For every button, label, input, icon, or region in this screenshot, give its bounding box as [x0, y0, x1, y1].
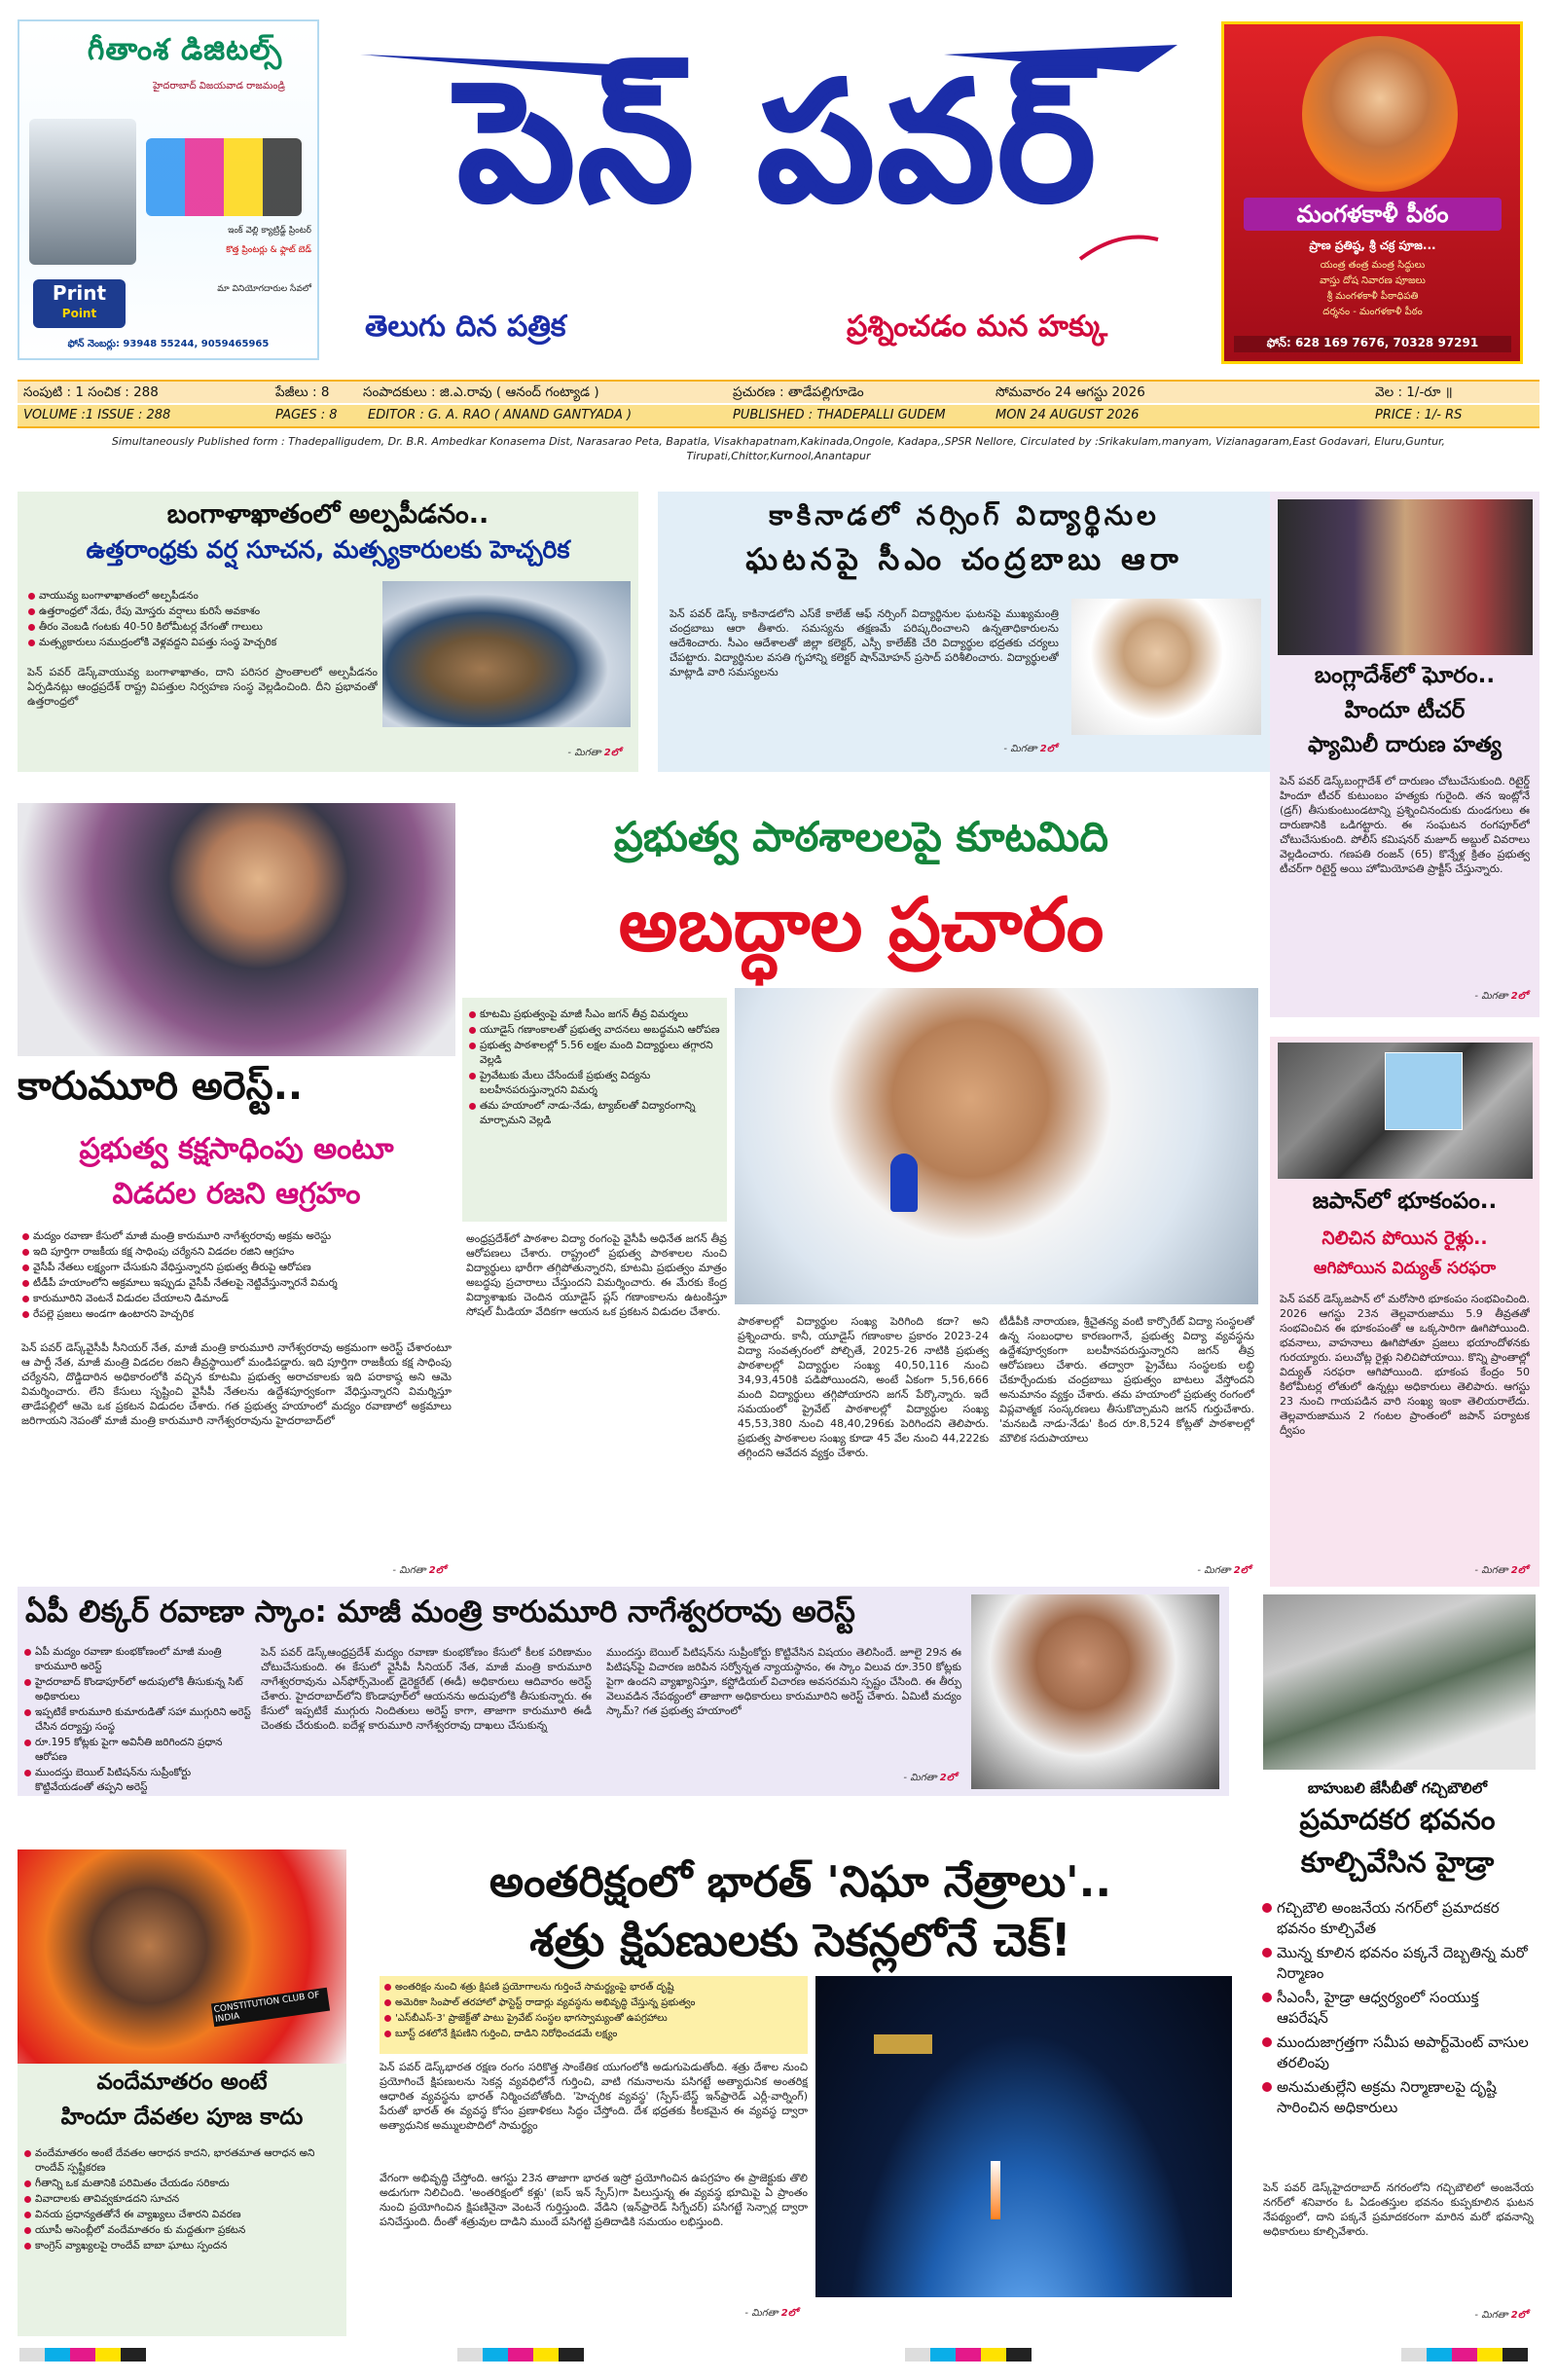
bullet: ఇప్పటికే కారుమూరి కుమారుడితో సహా ముగ్గురిని అరెస్ట్ చేసిన దర్యాప్తు సంస్థ: [23, 1705, 252, 1735]
headline-kicker: ప్రభుత్వ పాఠశాలలపై కూటమిది: [613, 813, 1108, 860]
story-hydra-demolition: [1255, 1587, 1539, 2336]
tagline-left: తెలుగు దిన పత్రిక: [365, 310, 566, 344]
continued-link[interactable]: - మిగతా 2లో: [1003, 744, 1057, 754]
bullet: గచ్చిబౌలి అంజనేయ నగర్‌లో ప్రమాదకర భవనం కూల్చివేత: [1261, 1898, 1534, 1939]
chandrababu-photo: [1071, 599, 1261, 735]
bullet: తమ హయాంలో నాడు-నేడు, ట్యాబ్‌లతో విద్యారంగాన్ని మార్చామని వెల్లడి: [468, 1099, 721, 1128]
info-bar-english: VOLUME :1 ISSUE : 288 PAGES : 8 EDITOR : G. A. RAO ( ANAND GANTYADA ) PUBLISHED : THADEPALLI GUDEM MON 24 AUGUST 2026 PRICE : 1/- RS: [18, 405, 1539, 428]
bullet: తీరం వెంబడి గంటకు 40-50 కిలోమీటర్ల వేగంతో గాలులు: [27, 620, 378, 635]
story-bangladesh: [1270, 492, 1539, 1017]
subheadline: ఘటనపై సీఎం చంద్రబాబు ఆరా: [745, 542, 1183, 577]
building-photo: [1263, 1594, 1536, 1770]
headline: వందేమాతరం అంటే: [96, 2069, 268, 2095]
headline-2: కూల్చివేసిన హైడ్రా: [1300, 1846, 1495, 1879]
rajini-photo: [18, 803, 455, 1056]
headline: కాకినాడలో నర్సింగ్ విద్యార్థినుల: [769, 499, 1160, 531]
headline: ప్రమాదకర భవనం: [1299, 1803, 1496, 1836]
story-body: పెన్ పవర్ డెస్క్‌బంగ్లాదేశ్ లో దారుణం చోటుచేసుకుంది. రిటైర్డ్ హిందూ టీచర్ కుటుంబం హత్యకు గురైంది. తన ఇంట్లోనే (డ్రగ్) తీసుకుంటుండటాన్ని ప్రశ్నించినందుకు దుండగులు ఈ దారుణానికి ఒడిగట్టారు. ఈ సంఘటన రంగపూర్‌లో చోటుచేసుకుంది. పోలీస్ కమిషనర్ మజూద్ అబ్దుల్ వివరాలు వెల్లడించారు. గణపతి రంజన్ (65) కొన్నేళ్ల క్రితం ప్రభుత్వ టీచర్‌గా రిటైర్డ్ అయి హోమియోపతి ప్రాక్టీస్ చేస్తున్నారు.: [1280, 775, 1530, 875]
ad-phone: ఫోన్ నెంబర్లు: 93948 55244, 9059465965: [67, 339, 270, 349]
ad-title: మంగళకాళీ పీఠం: [1244, 198, 1502, 231]
ad-line-r5: దర్శనం - మంగళకాళీ పీఠం: [1322, 307, 1423, 317]
bullet: కాంగ్రెస్ వ్యాఖ్యలపై రాందేవ్ బాబా ఘాటు స్పందన: [23, 2239, 341, 2253]
story-nursing-students: [658, 492, 1271, 772]
bullet: కారుమూరిని వెంటనే విడుదల చేయాలని డిమాండ్: [21, 1292, 454, 1306]
bullets: [23, 2146, 341, 2254]
satellite-weather-image: [382, 581, 631, 727]
story-jagan-schools: [462, 803, 1260, 1592]
ad-phone-r: ఫోన్: 628 169 7676, 70328 97291: [1234, 336, 1511, 352]
bullet: గీతాన్ని ఒక మతానికి పరిమితం చేయడం సరికాదు: [23, 2177, 341, 2191]
headline: కారుమూరి అరెస్ట్..: [18, 1064, 304, 1109]
bullet: వైసీపీ నేతలు లక్ష్యంగా చేసుకుని వేధిస్తున్నారని ప్రభుత్వ తీరుపై ఆరోపణ: [21, 1261, 454, 1275]
rocket-icon: [991, 2161, 1000, 2219]
headline-2: శత్రు క్షిపణులకు సెకన్లలోనే చెక్!: [529, 1914, 1071, 1966]
bullet: హైదరాబాద్ కొండాపూర్‌లో అదుపులోకి తీసుకున్న సిట్ అధికారులు: [23, 1675, 252, 1704]
headline: ఏపీ లిక్కర్ రవాణా స్కాం: మాజీ మంత్రి కారుమూరి నాగేశ్వరరావు అరెస్ట్: [25, 1594, 855, 1629]
headline: జపాన్‌లో భూకంపం..: [1312, 1189, 1498, 1214]
right-ad[interactable]: [1221, 21, 1523, 364]
ink-bottles-image: [146, 138, 302, 216]
story-body-col1: పెన్ పవర్ డెస్క్‌ఆంధ్రప్రదేశ్ మద్యం రవాణా కుంభకోణం కేసులో కీలక పరిణామం చోటుచేసుకుంది. ఈ కేసులో వైసీపీ సీనియర్ నేత, మాజీ మంత్రి కారుమూరి నాగేశ్వరరావును ఎన్‌ఫోర్స్‌మెంట్ డైరెక్టరేట్ (ఈడీ) అధికారులు ఆదివారం అరెస్ట్ చేశారు. హైదరాబాద్‌లోని కొండాపూర్‌లో ఆయనను అదుపులోకి తీసుకున్నారు. ఈ కేసులో ఇప్పటికే ముగ్గురు నిందితులు అరెస్ట్ కాగా, తాజాగా కారుమూరి ఈడీ చెంతకు చేరుకుంది. ఐదేళ్ల కారుమూరి నాగేశ్వరరావు దాఖలు చేసుకున్న: [261, 1646, 592, 1732]
headline: అబద్ధాల ప్రచారం: [618, 881, 1104, 968]
bullet: బూస్ట్ దశలోనే క్షిపణిని గుర్తించి, దాడిని నిరోధించడమే లక్ష్యం: [383, 2027, 804, 2041]
bullet: మత్స్యకారులు సముద్రంలోకి వెళ్లవద్దని విపత్తు సంస్థ హెచ్చరిక: [27, 636, 378, 650]
bullets: [383, 1980, 804, 2042]
bullet: ప్రైవేటుకు మేలు చేసేందుకే ప్రభుత్వ విద్యను బలహీనపరుస్తున్నారని విమర్శ: [468, 1069, 721, 1098]
ad-line-r2: యంత్ర తంత్ర మంత్ర సిద్ధులు: [1320, 260, 1426, 271]
publish-line: Simultaneously Published form : Thadepalligudem, Dr. B.R. Ambedkar Konasema Dist, Narasarao Peta, Bapatla, Visakhapatnam,Kakinada,Ongole, Kadapa,,SPSR Nellore, Circulated by :Srikakulam,manyam, Vizianagaram,East Godavari, Eluru,Guntur, Tirupati,Chittor,Kurnool,Anantapur: [111, 435, 1446, 462]
ramdev-photo: [18, 1849, 346, 2064]
subheadline-2: ఆగిపోయిన విద్యుత్ సరఫరా: [1313, 1259, 1497, 1278]
story-body: పెన్ పవర్ డెస్క్‌జపాన్ లో మరోసారి భూకంపం సంభవించింది. 2026 ఆగస్టు 23న తెల్లవారుజాము 5.9 తీవ్రతతో సంభవించిన ఈ భూకంపంతో ఆ ఒక్కసారిగా ఊగిపోయింది. భవనాలు, వాహనాలు ఊగిపోతూ ప్రజలు భయాందోళనకు గురయ్యారు. పలుచోట్ల రైళ్లు నిలిచిపోయాయి. కొన్ని ప్రాంతాల్లో విద్యుత్ సరఫరా ఆగిపోయింది. భూకంప కేంద్రం 50 కిలోమీటర్ల లోతులో ఉన్నట్లు అధికారులు తెలిపారు. ఆగస్టు 23 నుంచి గాయపడిన వారి సంఖ్య ఇంకా తెలియరాలేదు. తెల్లవారుజామున 2 గంటల ప్రాంతంలో జపాన్ పర్యాటక ద్వీపం: [1280, 1293, 1530, 1437]
headline-2: హిందూ టీచర్: [1344, 698, 1466, 723]
ad-line-3: కొత్త ప్రింటర్లు & ఫ్లాట్ బెడ్: [226, 245, 311, 255]
bullet: ముందుజాగ్రత్తగా సమీప అపార్ట్‌మెంట్ వాసుల తరలింపు: [1261, 2032, 1534, 2073]
satellite-missile-image: [815, 1976, 1232, 2297]
story-space-missile: [360, 1849, 1241, 2336]
registration-marks: [0, 2348, 1557, 2365]
story-body-col3: టీడీపీకి నారాయణ, శ్రీచైతన్య వంటి కార్పొరేట్ విద్యా సంస్థలతో ఉన్న సంబంధాల కారణంగానే, ప్రభుత్వ విద్యా వ్యవస్థను ఉద్దేశపూర్వకంగా బలహీనపరుస్తున్నారని జగన్ తీవ్ర ఆరోపణలు చేశారు. తద్వారా ప్రైవేటు సంస్థలకు లబ్ధి చేకూర్చేందుకు చంద్రబాబు ప్రభుత్వం బాటలు వేస్తోందని అనుమానం వ్యక్తం చేశారు. తమ హయాంలో ప్రభుత్వ రంగంలో విప్లవాత్మక సంస్కరణలు తీసుకొచ్చామని జగన్ గుర్తుచేశారు. 'మనబడి నాడు-నేడు' కింద రూ.8,524 కోట్లతో పాఠశాలల్లో మౌలిక సదుపాయాలు: [999, 1315, 1254, 1445]
headline-3: ఫ్యామిలీ దారుణ హత్య: [1308, 733, 1502, 757]
story-karumuri-rajini: [18, 803, 455, 1592]
bullet: సీఎంసీ, హైడ్రా ఆధ్వర్యంలో సంయుక్త ఆపరేషన్: [1261, 1988, 1534, 2029]
ad-line-r3: వాస్తు దోష నివారణ పూజలు: [1320, 275, 1426, 286]
continued-link[interactable]: - మిగతా 2లో: [1474, 1565, 1528, 1576]
bullets: [21, 1229, 454, 1323]
print-point-logo: Print Point: [33, 279, 126, 328]
story-body-col1: అంధ్రప్రదేశ్‌లో పాఠశాల విద్యా రంగంపై వైసీపీ అధినేత జగన్ తీవ్ర ఆరోపణలు చేశారు. రాష్ట్రంలో ప్రభుత్వ పాఠశాలల నుంచి విద్యార్థులు భారీగా తగ్గిపోతున్నారని, కూటమి ప్రభుత్వం మాత్రం అబద్ధపు ప్రచారాలు చేస్తుందని విమర్శించారు. ఈ మేరకు కేంద్ర విద్యాశాఖకు చెందిన యూడైస్ ప్లస్ గణాంకాలను ఉటంకిస్తూ సోషల్ మీడియా వేదికగా ఆయన ఒక ప్రకటన విడుదల చేశారు.: [466, 1232, 727, 1318]
bullet: ఉత్తరాంధ్రలో నేడు, రేపు మోస్తరు వర్షాలు కురిసే అవకాశం: [27, 604, 378, 619]
tagline-right: ప్రశ్నించడం మన హక్కు: [847, 310, 1108, 344]
bullet: అనుమతుల్లేని అక్రమ నిర్మాణాలపై దృష్టి సారించిన అధికారులు: [1261, 2077, 1534, 2118]
headline: బంగాళాఖాతంలో అల్పపీడనం..: [166, 499, 489, 530]
microphone-icon: [890, 1153, 918, 1212]
story-body-col2: పాఠశాలల్లో విద్యార్థుల సంఖ్య పెరిగింది కదా? అని ప్రశ్నించారు. కానీ, యూడైస్ గణాంకాల ప్రకారం 2023-24 విద్యా సంవత్సరంలో పోల్చితే, 2025-26 నాటికి ప్రభుత్వ పాఠశాలల్లో విద్యార్థుల సంఖ్య 40,50,116 నుంచి 34,93,450కి పడిపోయిందని, అంటే ఏకంగా 5,56,666 మంది విద్యార్థులు తగ్గిపోయారని జగన్ పేర్కొన్నారు. ఇదే సమయంలో ప్రైవేట్ పాఠశాలల్లో విద్యార్థుల సంఖ్య 45,53,380 నుంచి 48,40,296కు పెరిగిందని తెలిపారు. ప్రభుత్వ పాఠశాలల సంఖ్య కూడా 45 వేల నుంచి 44,222కు తగ్గిందని ఆవేదన వ్యక్తం చేశారు.: [738, 1315, 989, 1459]
map-inset: [1385, 1052, 1463, 1130]
bullet: వాయువ్య బంగాళాఖాతంలో అల్పపీడనం: [27, 589, 378, 604]
bullet: 'ఎస్‌బీఎస్-3' ప్రాజెక్ట్‌తో పాటు ప్రైవేట్ సంస్థల భాగస్వామ్యంతో ఉపగ్రహాలు: [383, 2011, 804, 2026]
continued-link[interactable]: - మిగతా 2లో: [903, 1773, 957, 1783]
ad-brand: గీతాంశ డిజిటల్స్: [87, 33, 283, 67]
bullet: మొన్న కూలిన భవనం పక్కనే దెబ్బతిన్న మరో నిర్మాణం: [1261, 1943, 1534, 1984]
left-ad[interactable]: [18, 19, 319, 360]
subheadline: ప్రభుత్వ కక్షసాధింపు అంటూ: [79, 1132, 394, 1166]
bullet: వినయ ప్రధాన్యతతోనే ఈ వ్యాఖ్యలు చేశారని వివరణ: [23, 2208, 341, 2222]
story-ramdev: [18, 1849, 346, 2336]
bullets: [23, 1645, 252, 1796]
ad-line-2: ఇంక్ వెల్లి క్యాట్రిడ్జ్ ప్రింటర్: [228, 226, 311, 236]
story-body-col2: ముందస్తు బెయిల్ పిటిషన్‌ను సుప్రీంకోర్టు కొట్టివేసిన విషయం తెలిసిందే. జూలై 29న ఈ పిటిషన్‌పై విచారణ జరిపిన సర్వోన్నత న్యాయస్థానం, ఈ స్కాం విలువ రూ.350 కోట్లకు పైగా ఉందని వ్యాఖ్యానిస్తూ, కస్టోడియల్ విచారణ అవసరమని స్పష్టం చేసింది. ఈ తీర్పు వెలువడిన నేపథ్యంలో తాజాగా అధికారులు కారుమూరిని అరెస్ట్ చేశారు. ఏమిటీ మద్యం స్కామ్? గత ప్రభుత్వ హయాంలో: [606, 1646, 961, 1717]
highlights-box: [380, 1976, 808, 2054]
ad-line-4: మా వినియోగదారుల సేవలో: [217, 284, 311, 294]
family-photo: [1278, 499, 1533, 655]
ad-line-r4: శ్రీ మంగళకాళీ పీఠాధిపతి: [1326, 291, 1419, 302]
bullet: యూడైస్ గణాంకాలతో ప్రభుత్వ వాదనలు అబద్ధమని ఆరోపణ: [468, 1023, 721, 1038]
headline-2: హిందూ దేవతల పూజ కాదు: [60, 2105, 304, 2130]
printer-image: [29, 119, 136, 265]
ad-line-r1: ప్రాణ ప్రతిష్ఠ, శ్రీ చక్ర పూజ...: [1309, 238, 1436, 252]
bullet: రూ.195 కోట్లకు పైగా అవినీతి జరిగిందని ప్రధాన ఆరోపణ: [23, 1736, 252, 1765]
subheadline-2: విడదల రజని ఆగ్రహం: [112, 1177, 361, 1211]
ad-line-1: హైదరాబాద్ విజయవాడ రాజమండ్రి: [153, 81, 285, 92]
continued-link[interactable]: - మిగతా 2లో: [744, 2308, 798, 2319]
story-body: పెన్ పవర్ డెస్క్‌హైదరాబాద్ నగరంలోని గచ్చిబౌలిలో అంజనేయ నగర్‌లో శనివారం ఓ ఏడంతస్తుల భవనం కుప్పకూలిన ఘటన నేపథ్యంలో, దాని పక్కనే ప్రమాదకరంగా మారిన మరో భవనాన్ని అధికారులు కూల్చివేశారు.: [1263, 2181, 1534, 2238]
bullet: టీడీపీ హయాంలోని అక్రమాలు ఇప్పుడు వైసీపీ నేతలపై నెట్టివేస్తున్నారనే విమర్శ: [21, 1276, 454, 1291]
bullets: [1261, 1898, 1534, 2122]
seer-photo: [1302, 36, 1458, 192]
subheadline: నిలిచిన పోయిన రైళ్లు..: [1322, 1227, 1488, 1249]
jagan-photo: [735, 988, 1258, 1304]
headline: అంతరిక్షంలో భారత్ 'నిఘా నేత్రాలు'..: [489, 1857, 1112, 1907]
story-body: పెన్ పవర్ డెస్క్ కాకినాడలోని ఎస్‌కే కాలేజ్ ఆఫ్ నర్సింగ్ విద్యార్థినుల ఘటనపై ముఖ్యమంత్రి చంద్రబాబు ఆరా తీశారు. సమస్యను తక్షణమే పరిష్కరించాలని ఉన్నతాధికారులను ఆదేశించారు. సీఎం ఆదేశాలతో జిల్లా కలెక్టర్, ఎస్పీ కాలేజ్‌కి చేరి విద్యార్థుల భద్రతకు చర్యలు చేపట్టారు. విద్యార్థినుల వసతి గృహాన్ని కలెక్టర్ షాన్‌మోహన్ ప్రసాద్ పరిశీలించారు. విద్యార్థులతో మాట్లాడి వారి సమస్యలను: [670, 607, 1059, 678]
continued-link[interactable]: - మిగతా 2లో: [1474, 2310, 1528, 2321]
bullet: వందేమాతరం అంటే దేవతల ఆరాధన కాదని, భారతమాత ఆరాధన అని రాందేవ్ స్పష్టీకరణ: [23, 2146, 341, 2176]
bullet: అంతరిక్షం నుంచి శత్రు క్షిపణి ప్రయోగాలను గుర్తించే సామర్థ్యంపై భారత్ దృష్టి: [383, 1980, 804, 1995]
subheadline: ఉత్తరాంధ్రకు వర్ష సూచన, మత్స్యకారులకు హెచ్చరిక: [86, 535, 570, 564]
bullet: యూపీ అసెంబ్లీలో వందేమాతరం కు మద్దతుగా ప్రకటన: [23, 2223, 341, 2238]
bullet: ప్రభుత్వ పాఠశాలల్లో 5.56 లక్షల మంది విద్యార్థులు తగ్గారని వెల్లడి: [468, 1039, 721, 1068]
continued-link[interactable]: - మిగతా 2లో: [1197, 1565, 1250, 1576]
bullet: ఇది పూర్తిగా రాజకీయ కక్ష సాధింపు చర్యేనని విడదల రజిని ఆగ్రహం: [21, 1245, 454, 1260]
bullet: ముందస్తు బెయిల్ పిటిషన్‌ను సుప్రీంకోర్టు కొట్టివేయడంతో తప్పని అరెస్ట్: [23, 1766, 252, 1795]
watermark-text: CONSTITUTION CLUB OF INDIA: [211, 1988, 330, 2027]
bullet: మద్యం రవాణా కేసులో మాజీ మంత్రి కారుమూరి నాగేశ్వరరావు అక్రమ అరెస్టు: [21, 1229, 454, 1244]
continued-link[interactable]: - మిగతా 2లో: [392, 1565, 446, 1576]
continued-link[interactable]: - మిగతా 2లో: [1474, 991, 1528, 1002]
story-body: పెన్ పవర్ డెస్క్‌వైసీపీ సీనియర్ నేత, మాజీ మంత్రి కారుమూరి నాగేశ్వరరావు అక్రమంగా అరెస్ట్ చేశారంటూ ఆ పార్టీ నేత, మాజీ మంత్రి విడదల రజని తీవ్రస్థాయిలో మండిపడ్డారు. ఇది పూర్తిగా రాజకీయ కక్ష సాధింపు చర్యేనని, దొడ్డిదారిన అధికారంలోకి వచ్చిన కూటమి ప్రభుత్వ అరాచకాలకు ఇది పరాకాష్ఠ అని ఆమె విమర్శించారు. లేని కేసులు సృష్టించి వైసీపీ నేతలను ఉద్దేశపూర్వకంగా వేధిస్తున్నారని విమర్శిస్తూ తాడేపల్లిలో ఆమె ఒక ప్రకటన విడుదల చేశారు. గత ప్రభుత్వ హయాంలో మద్యం రవాణాలో అక్రమాలు జరిగాయని నెపంతో మాజీ మంత్రి కారుమూరి నాగేశ్వరరావును హైదరాబాద్‌లో: [21, 1341, 452, 1427]
bullet: వివాదాలకు తావివ్వకూడదని సూచన: [23, 2192, 341, 2207]
earthquake-photo: [1278, 1043, 1533, 1179]
story-low-pressure: [18, 492, 638, 772]
bullet: ఏపీ మద్యం రవాణా కుంభకోణంలో మాజీ మంత్రి కారుమూరి అరెస్ట్: [23, 1645, 252, 1674]
bullets: [468, 1007, 721, 1129]
bullets: [27, 589, 378, 651]
story-liquor-scam: [18, 1587, 1229, 1796]
continued-link[interactable]: - మిగతా 2లో: [567, 748, 621, 758]
story-body-col2: వేగంగా అభివృద్ధి చేస్తోంది. ఆగస్టు 23న తాజాగా భారత ఇస్రో ప్రయోగించిన ఉపగ్రహం ఈ ప్రాజెక్టుకు తొలి అడుగుగా నిలిచింది. 'అంతరిక్షంలో కళ్లు' (ఐస్ ఇన్ స్పేస్)గా పిలుస్తున్న ఈ వ్యవస్థ భూమిపై ఏ ప్రాంతం నుంచి ప్రయోగించిన క్షిపణినైనా వెంటనే గుర్తిస్తుంది. వేడిని (ఇన్‌ఫ్రారెడ్ సిగ్నేచర్) పసిగట్టే సెన్సార్ల ద్వారా పనిచేస్తుంది. దీంతో శత్రువుల దాడిని ముందే పసిగట్టి ప్రతిదాడికి సమయం లభిస్తుంది.: [380, 2172, 808, 2228]
bullet: అమెరికా సింపాల్ తరహాలో ఫాస్టెస్ట్ రాడార్లు వ్యవస్థను అభివృద్ధి చేస్తున్న ప్రభుత్వం: [383, 1996, 804, 2010]
bullet: రేపల్లె ప్రజలు అండగా ఉంటారని హెచ్చరిక: [21, 1307, 454, 1322]
bullet: కూటమి ప్రభుత్వంపై మాజీ సీఎం జగన్ తీవ్ర విమర్శలు: [468, 1007, 721, 1022]
story-body: పెన్ పవర్ డెస్క్‌వాయువ్య బంగాళాఖాతం, దాని పరిసర ప్రాంతాలలో అల్పపీడనం ఏర్పడినట్లు ఆంధ్రప్రదేశ్ రాష్ట్ర విపత్తుల నిర్వహణ సంస్థ వెల్లడించింది. దీని ప్రభావంతో ఉత్తరాంధ్రలో: [27, 666, 378, 708]
karumuri-photo: [971, 1594, 1219, 1789]
headline: బంగ్లాదేశ్‌లో ఘోరం..: [1314, 663, 1496, 688]
story-body-col1: పెన్ పవర్ డెస్క్‌భారత రక్షణ రంగం సరికొత్త సాంకేతిక యుగంలోకి అడుగుపెడుతోంది. శత్రు దేశాల నుంచి ప్రయోగించే క్షిపణులను సెకన్ల వ్యవధిలోనే గుర్తించి, వాటి గమనాలను పసిగట్టే అత్యాధునిక అంతరిక్ష ఆధారిత వ్యవస్థను భారత్ నిర్మించబోతోంది. 'హెచ్చరిక వ్యవస్థ' (స్పేస్-బేస్డ్ ఇన్‌ఫ్రారెడ్ ఎర్లీ-వార్నింగ్) పేరుతో భారత్ ఈ వ్యవస్థ కోసం ప్రణాళికలు సిద్ధం చేస్తోంది. దేశ భద్రతకు కీలకమైన ఈ వ్యవస్థ ద్వారా అత్యాధునిక అమ్ములపొదిలో సామర్థ్యం: [380, 2061, 808, 2132]
info-bar-telugu: సంపుటి : 1 సంచిక : 288 పేజీలు : 8 సంపాదకులు : జి.ఎ.రావు ( ఆనంద్ గంట్యాడ ) ప్రచురణ : తాడేపల్లిగూడెం సోమవారం 24 ఆగస్టు 2026 వెల : 1/-రూ ॥: [18, 380, 1539, 403]
satellite-icon: [874, 2034, 932, 2054]
highlights-box: [462, 998, 727, 1222]
masthead-title: పెన్ పవర్: [341, 16, 1216, 308]
story-japan-quake: [1270, 1037, 1539, 1592]
headline-kicker: బాహుబలి జేసీబీతో గచ్చిబౌలిలో: [1307, 1779, 1488, 1797]
